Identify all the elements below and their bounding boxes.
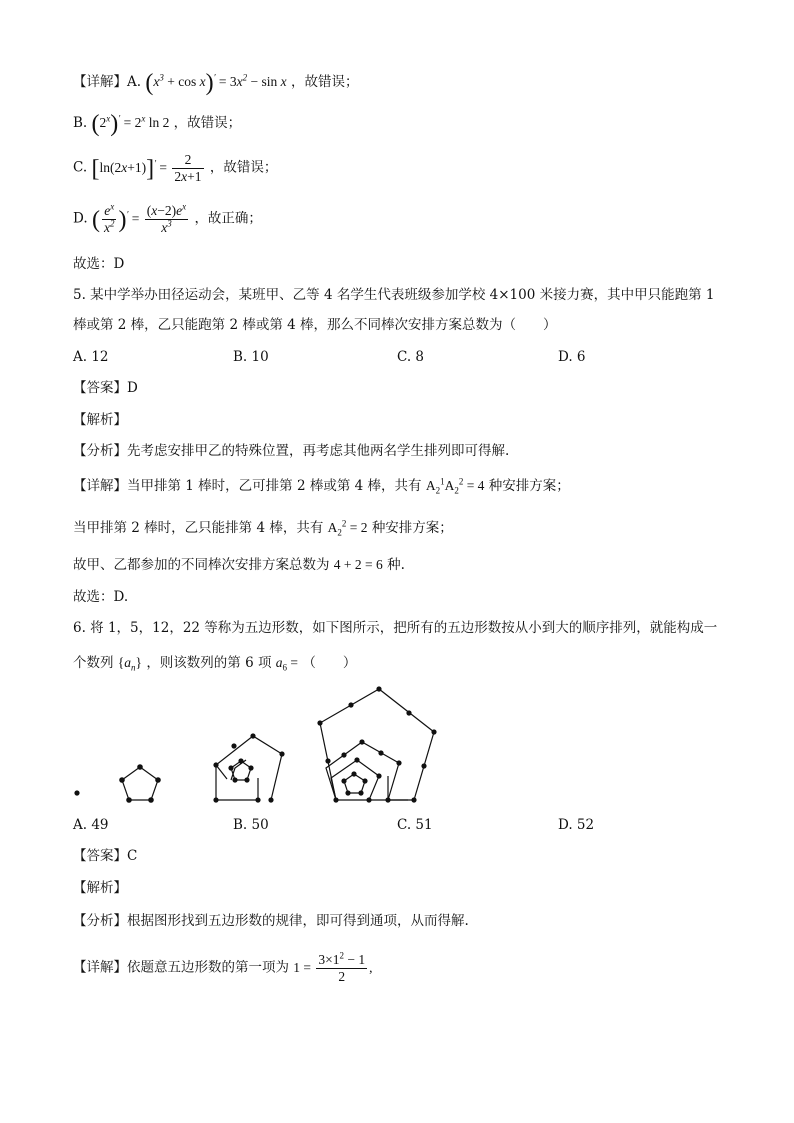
choose-line-2: 故选：D. [73,589,129,605]
q6-detail-text: 【详解】依题意五边形数的第一项为 [73,959,289,976]
derivative-a-expression: $(x^3 + \cos x)' = 3x^2 - \sin x$ [145,69,287,96]
q5-jiexi: 【解析】 [73,412,127,428]
q5-detail-2 [73,518,453,538]
q6-option-a: A. 49 [73,817,109,833]
pentagon-2 [122,767,158,800]
q5-detail-3-formula: 4 + 2 = 6 [333,557,383,572]
q5-option-b: B. 10 [233,349,269,365]
q6-option-c: C. 51 [397,817,433,833]
detail-d-label: D. [73,210,88,227]
q5-option-c: C. 8 [397,349,425,365]
pentagon-4 [320,689,434,800]
q5-stem-line-2: 棒或第 2 棒，乙只能跑第 2 棒或第 4 棒，那么不同棒次安排方案总数为（ ） [73,317,557,333]
detail-d-line [73,203,262,236]
q5-analysis: 【分析】先考虑安排甲乙的特殊位置，再考虑其他两名学生排列即可得解. [73,443,510,459]
detail-a-label: 【详解】A. [73,74,142,90]
q6-stem-text-b: ，则该数列的第 6 项 [146,655,272,671]
q5-answer: 【答案】D [73,380,138,396]
q5-detail-1-suffix: 种安排方案； [488,478,570,494]
choose-line-1: 故选：D [73,256,125,272]
q6-detail-formula: 1 = $\frac{3\times 1^2 - 1}{2}$ , [293,950,373,984]
q6-stem-text-c: （ ） [302,655,357,671]
q5-option-d: D. 6 [558,349,586,365]
q5-stem-line-1: 5. 某中学举办田径运动会，某班甲、乙等 4 名学生代表班级参加学校 4×100 米接力赛，其中甲只能跑第 1 [73,287,715,303]
q6-answer: 【答案】C [73,848,138,864]
pentagon-2-dots [120,765,160,802]
q5-detail-3 [73,555,405,575]
q5-detail-3-text: 故甲、乙都参加的不同棒次安排方案总数为 [73,557,330,573]
sequence-symbol: $\{a_n\}$ [117,655,143,673]
a6-symbol: $a_6$ = [275,655,299,673]
q6-option-d: D. 52 [558,817,595,833]
detail-c-suffix: ，故错误； [209,159,278,176]
detail-d-suffix: ，故正确； [194,210,262,227]
q5-detail-1 [73,476,570,496]
q6-stem-line-1: 6. 将 1，5，12，22 等称为五边形数，如下图所示，把所有的五边形数按从小到大的顺序排列，就能构成一 [73,620,718,636]
derivative-c-expression: [ln(2x+1)]′ = $\frac{2}{2x+1}$ [91,152,202,184]
q5-detail-2-suffix: 种安排方案； [371,520,453,536]
q6-jiexi: 【解析】 [73,880,127,896]
detail-c-label: C. [73,159,88,176]
detail-c-line [73,152,277,185]
derivative-b-expression: $(2^x)' = 2^x$ ln 2 [91,110,170,137]
q5-detail-2-text: 当甲排第 2 棒时，乙只能排第 4 棒，共有 [73,520,324,536]
q6-detail [73,952,373,985]
q6-option-b: B. 50 [233,817,269,833]
q5-detail-2-formula: $A_2^2 = 2$ [327,518,368,538]
q5-option-a: A. 12 [73,349,109,365]
q6-stem-line-2 [73,653,356,673]
detail-a-suffix: ，故错误； [290,74,359,90]
q6-stem-text-a: 个数列 [73,655,114,671]
detail-b-suffix: ，故错误； [173,115,242,131]
detail-b-line [73,110,242,137]
detail-b-label: B. [73,115,88,131]
q6-analysis: 【分析】根据图形找到五边形数的规律，即可得到通项，从而得解. [73,913,469,929]
pentagonal-numbers-figure [68,683,468,813]
pentagon-3 [215,723,282,800]
pentagon-dot-1 [75,791,79,795]
derivative-d-expression: ( $\frac{e^x}{x^2}$ )′ = $\frac{(x-2)e^x}{x^3}$ [91,201,187,235]
q5-detail-1-text: 【详解】当甲排第 1 棒时，乙可排第 2 棒或第 4 棒，共有 [73,478,422,494]
detail-a-line [73,69,359,96]
q5-detail-1-formula: $A_2^1A_2^2 = 4$ [425,476,485,496]
q5-detail-3-suffix: 种. [387,557,405,573]
